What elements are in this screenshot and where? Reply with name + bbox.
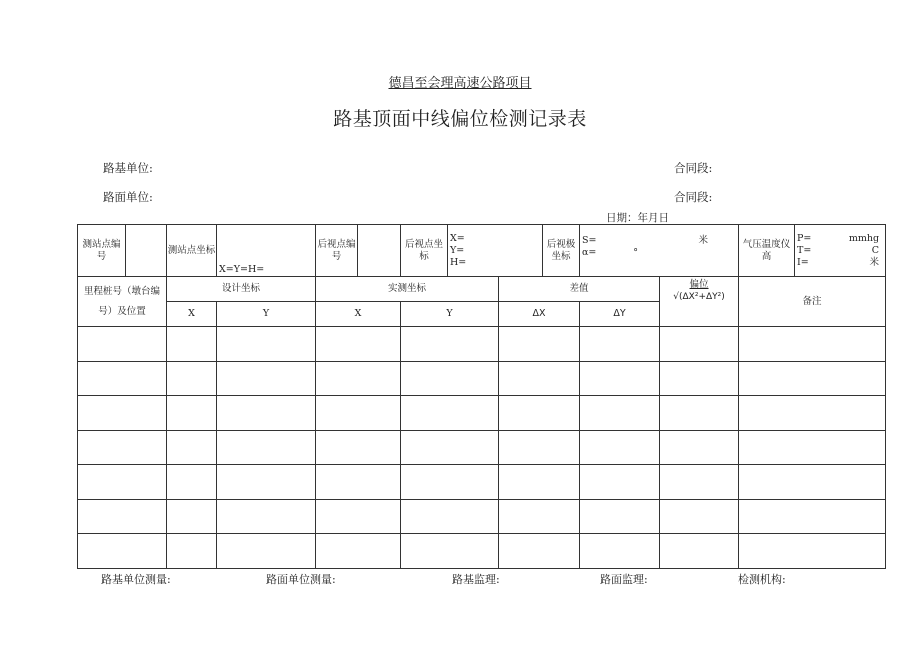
table-cell[interactable]: [499, 396, 580, 431]
station-coord-label: 测站点坐标: [167, 225, 217, 277]
t-label: T=: [797, 244, 812, 256]
table-cell[interactable]: [499, 499, 580, 534]
table-cell[interactable]: [316, 465, 401, 500]
station-no-label: 测站点编号: [78, 225, 126, 277]
pavement-unit-label: 路面单位:: [103, 190, 153, 204]
info-row: [78, 225, 886, 277]
s-label: S=: [582, 235, 597, 246]
table-row: [78, 430, 886, 465]
footer-pavement-supervisor: 路面监理:: [600, 573, 648, 586]
table-cell[interactable]: [78, 534, 167, 569]
alpha-unit: °: [633, 247, 639, 258]
table-row: [78, 327, 886, 362]
table-cell[interactable]: [401, 327, 499, 362]
delta-y-label: ΔY: [580, 302, 660, 327]
p-label: P=: [797, 232, 812, 244]
table-cell[interactable]: [167, 465, 217, 500]
alpha-label: α=: [582, 247, 597, 258]
offset-formula: √(ΔX²+ΔY²): [673, 292, 725, 302]
t-unit: C: [871, 244, 880, 256]
table-cell[interactable]: [167, 534, 217, 569]
table-cell[interactable]: [217, 430, 316, 465]
table-cell[interactable]: [401, 465, 499, 500]
subgrade-unit-label: 路基单位:: [103, 161, 153, 175]
table-cell[interactable]: [580, 361, 660, 396]
table-cell[interactable]: [401, 534, 499, 569]
table-cell[interactable]: [739, 465, 886, 500]
table-cell[interactable]: [167, 430, 217, 465]
table-cell[interactable]: [217, 534, 316, 569]
footer-subgrade-survey: 路基单位测量:: [101, 573, 171, 586]
delta-x-label: ΔX: [499, 302, 580, 327]
table-cell[interactable]: [217, 396, 316, 431]
back-point-no-label: 后视点编号: [316, 225, 358, 277]
table-cell[interactable]: [499, 534, 580, 569]
table-cell[interactable]: [739, 396, 886, 431]
back-y: Y=: [450, 244, 465, 256]
table-cell[interactable]: [660, 327, 739, 362]
table-cell[interactable]: [499, 430, 580, 465]
measured-y-label: Y: [401, 302, 499, 327]
table-cell[interactable]: [167, 327, 217, 362]
table-cell[interactable]: [401, 396, 499, 431]
p-unit: mmhg: [848, 232, 880, 244]
table-cell[interactable]: [739, 499, 886, 534]
table-cell[interactable]: [739, 430, 886, 465]
table-cell[interactable]: [660, 396, 739, 431]
design-x-label: X: [167, 302, 217, 327]
table-cell[interactable]: [78, 430, 167, 465]
table-row: [78, 465, 886, 500]
offset-header: [660, 277, 739, 327]
table-cell[interactable]: [167, 361, 217, 396]
remark-label: 备注: [739, 277, 886, 327]
back-polar-label: 后视极坐标: [543, 225, 580, 277]
design-y-label: Y: [217, 302, 316, 327]
table-cell[interactable]: [580, 534, 660, 569]
station-no-value[interactable]: [126, 225, 167, 277]
i-label: I=: [797, 256, 809, 268]
back-point-no-value[interactable]: [358, 225, 401, 277]
footer-subgrade-supervisor: 路基监理:: [452, 573, 500, 586]
table-cell[interactable]: [217, 465, 316, 500]
table-cell[interactable]: [499, 327, 580, 362]
table-cell[interactable]: [580, 465, 660, 500]
table-cell[interactable]: [167, 396, 217, 431]
table-cell[interactable]: [217, 361, 316, 396]
table-cell[interactable]: [660, 361, 739, 396]
table-cell[interactable]: [499, 361, 580, 396]
station-coord-value: [217, 225, 316, 277]
table-cell[interactable]: [580, 396, 660, 431]
back-polar-value: [580, 225, 739, 277]
table-cell[interactable]: [401, 499, 499, 534]
table-cell[interactable]: [316, 361, 401, 396]
mileage-label: 里程桩号（墩台编号）及位置: [78, 277, 167, 327]
date-label: 日期：年月日: [606, 212, 669, 224]
pressure-temp-height-label: 气压温度仪高: [739, 225, 795, 277]
project-name: 德昌至会理高速公路项目: [388, 76, 532, 91]
table-cell[interactable]: [580, 499, 660, 534]
table-cell[interactable]: [78, 499, 167, 534]
table-cell[interactable]: [401, 430, 499, 465]
pressure-temp-height-value: [795, 225, 886, 277]
table-cell[interactable]: [660, 534, 739, 569]
back-x: X=: [450, 232, 465, 244]
table-cell[interactable]: [580, 327, 660, 362]
back-h: H=: [450, 256, 467, 268]
table-row: [78, 499, 886, 534]
table-cell[interactable]: [316, 396, 401, 431]
table-cell[interactable]: [316, 499, 401, 534]
table-cell[interactable]: [739, 534, 886, 569]
footer-pavement-survey: 路面单位测量:: [266, 573, 336, 586]
table-cell[interactable]: [316, 327, 401, 362]
table-cell[interactable]: [739, 327, 886, 362]
s-unit: 米: [698, 235, 709, 246]
table-cell[interactable]: [660, 465, 739, 500]
table-cell[interactable]: [217, 327, 316, 362]
table-cell[interactable]: [739, 361, 886, 396]
table-cell[interactable]: [580, 430, 660, 465]
back-point-coord-value: [448, 225, 543, 277]
header-row-1: [78, 277, 886, 302]
table-row: [78, 534, 886, 569]
table-cell[interactable]: [78, 327, 167, 362]
table-cell[interactable]: [316, 430, 401, 465]
i-unit: 米: [869, 256, 880, 268]
table-cell[interactable]: [78, 361, 167, 396]
table-cell[interactable]: [499, 465, 580, 500]
back-point-coord-label: 后视点坐标: [401, 225, 448, 277]
table-cell[interactable]: [316, 534, 401, 569]
footer-inspection-agency: 检测机构:: [738, 573, 786, 586]
measured-x-label: X: [316, 302, 401, 327]
table-cell[interactable]: [167, 499, 217, 534]
contract-section-label-1: 合同段:: [674, 161, 713, 175]
contract-section-label-2: 合同段:: [674, 190, 713, 204]
table-cell[interactable]: [78, 465, 167, 500]
form-title: 路基顶面中线偏位检测记录表: [333, 108, 587, 130]
offset-label: 偏位: [689, 279, 709, 290]
table-cell[interactable]: [401, 361, 499, 396]
table-cell[interactable]: [660, 499, 739, 534]
table-row: [78, 396, 886, 431]
table-row: [78, 361, 886, 396]
table-cell[interactable]: [660, 430, 739, 465]
difference-label: 差值: [499, 277, 660, 302]
record-table: [77, 224, 886, 569]
table-cell[interactable]: [78, 396, 167, 431]
design-coord-label: 设计坐标: [167, 277, 316, 302]
measured-coord-label: 实测坐标: [316, 277, 499, 302]
station-coord-xyz: X=Y=H=: [219, 264, 265, 275]
table-cell[interactable]: [217, 499, 316, 534]
